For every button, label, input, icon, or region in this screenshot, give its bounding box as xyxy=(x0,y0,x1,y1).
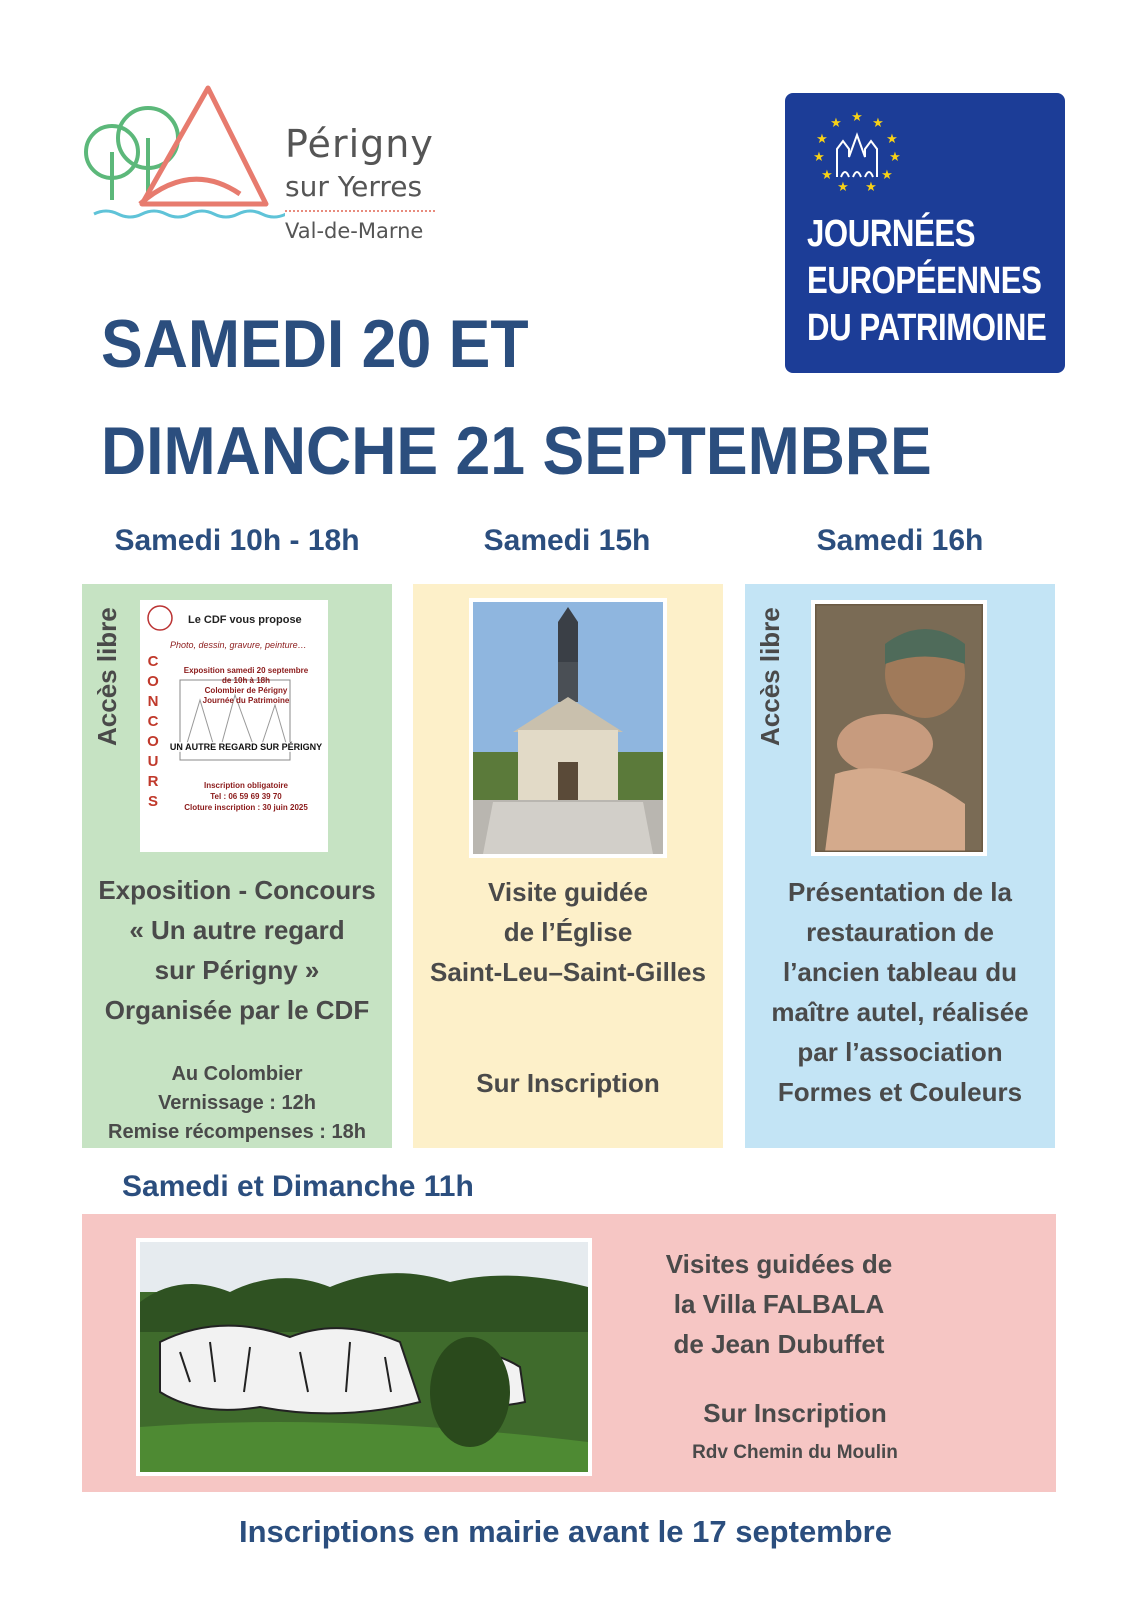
villa-visit-line: Visites guidées de xyxy=(665,1249,893,1279)
svg-text:★: ★ xyxy=(851,110,863,125)
villa-visit-registration: Sur Inscription xyxy=(703,1398,887,1428)
poster-line: Inscription obligatoire xyxy=(203,781,288,790)
painting-line: Formes et Couleurs xyxy=(777,1077,1023,1107)
registration-deadline: Inscriptions en mairie avant le 17 septembre xyxy=(239,1514,892,1549)
church-visit-description xyxy=(413,872,723,992)
col1-heading: Samedi 10h - 18h xyxy=(114,524,360,557)
svg-text:★: ★ xyxy=(830,116,842,131)
church-visit-registration: Sur Inscription xyxy=(476,1068,660,1098)
svg-text:★: ★ xyxy=(881,168,893,183)
svg-text:★: ★ xyxy=(872,116,884,131)
schedule-line: Vernissage : 12h xyxy=(158,1092,316,1114)
villa-falbala-photo xyxy=(136,1238,592,1476)
panel-exposition xyxy=(82,584,392,1148)
jep-title-line: JOURNÉES xyxy=(807,213,976,255)
exposition-line: « Un autre regard xyxy=(129,915,345,945)
svg-text:★: ★ xyxy=(889,150,901,165)
church-visit-line: de l’Église xyxy=(503,917,633,947)
poster-line: Colombier de Périgny xyxy=(204,686,288,695)
eu-stars-icon xyxy=(807,107,907,197)
water-wave-icon xyxy=(94,211,285,217)
church-photo xyxy=(469,598,667,858)
logo-department: Val-de-Marne xyxy=(285,219,424,243)
panel-church-visit xyxy=(413,584,723,1148)
town-logo-mark xyxy=(80,82,285,232)
schedule-line: Au Colombier xyxy=(171,1063,303,1085)
contest-poster-art xyxy=(140,600,328,852)
jep-badge xyxy=(785,93,1065,373)
contest-poster xyxy=(140,600,328,852)
exposition-line: Exposition - Concours xyxy=(98,875,376,905)
triangle-a-icon xyxy=(140,88,266,204)
painting-restoration-description xyxy=(745,872,1055,1112)
logo-divider xyxy=(285,210,435,212)
panel-painting-restoration xyxy=(745,584,1055,1148)
jep-title-line: DU PATRIMOINE xyxy=(807,307,1047,349)
svg-text:★: ★ xyxy=(821,168,833,183)
svg-text:★: ★ xyxy=(865,180,877,195)
schedule-line: Remise récompenses : 18h xyxy=(108,1121,366,1143)
painting-line: l’ancien tableau du xyxy=(782,957,1018,987)
painting-line: restauration de xyxy=(806,917,994,947)
col2-heading: Samedi 15h xyxy=(483,524,651,557)
svg-text:★: ★ xyxy=(886,132,898,147)
church-visit-line: Visite guidée xyxy=(488,877,648,907)
poster-line: Cloture inscription : 30 juin 2025 xyxy=(184,803,308,812)
painting-line: par l’association xyxy=(797,1037,1003,1067)
poster-line: Tel : 06 59 69 39 70 xyxy=(210,792,282,801)
poster-line: de 10h à 18h xyxy=(221,676,271,685)
jep-title xyxy=(807,211,1046,352)
poster-vertical-word: CONCOURS xyxy=(147,653,159,810)
headline-line-2: DIMANCHE 21 SEPTEMBRE xyxy=(101,413,932,489)
access-free-label: Accès libre xyxy=(92,607,122,746)
villa-visit-description xyxy=(622,1244,936,1364)
poster-footer xyxy=(166,780,326,813)
svg-text:★: ★ xyxy=(837,180,849,195)
town-logo xyxy=(80,82,440,252)
svg-text:★: ★ xyxy=(816,132,828,147)
villa-visit-line: de Jean Dubuffet xyxy=(673,1329,885,1359)
svg-text:★: ★ xyxy=(813,150,825,165)
jep-title-line: EUROPÉENNES xyxy=(807,260,1042,302)
painting-line: maître autel, réalisée xyxy=(771,997,1029,1027)
villa-meeting-point: Rdv Chemin du Moulin xyxy=(692,1442,898,1463)
painting-photo-art xyxy=(815,604,983,852)
tree-icon xyxy=(118,108,178,194)
poster-title: Le CDF vous propose xyxy=(188,614,302,626)
exposition-description xyxy=(82,870,392,1030)
poster-line: Journée du Patrimoine xyxy=(202,696,290,705)
poster-banner: UN AUTRE REGARD SUR PÉRIGNY xyxy=(166,742,326,752)
poster-details xyxy=(166,666,326,706)
church-photo-art xyxy=(473,602,663,854)
villa-visit-line: la Villa FALBALA xyxy=(673,1289,885,1319)
painting-line: Présentation de la xyxy=(788,877,1012,907)
logo-town-name: Périgny xyxy=(285,122,434,166)
poster-subtitle: Photo, dessin, gravure, peinture… xyxy=(170,640,307,650)
poster-line: Exposition samedi 20 septembre xyxy=(183,666,309,675)
painting-photo xyxy=(811,600,987,856)
church-visit-line: Saint-Leu–Saint-Gilles xyxy=(430,957,706,987)
access-free-label: Accès libre xyxy=(755,607,785,746)
headline-line-1: SAMEDI 20 ET xyxy=(101,306,529,382)
col3-heading: Samedi 16h xyxy=(816,524,984,557)
exposition-line: Organisée par le CDF xyxy=(104,995,370,1025)
villa-falbala-photo-art xyxy=(140,1242,588,1472)
logo-town-suffix: sur Yerres xyxy=(285,170,423,203)
weekend-heading: Samedi et Dimanche 11h xyxy=(122,1170,474,1203)
exposition-line: sur Périgny » xyxy=(154,955,320,985)
panel-villa-falbala xyxy=(82,1214,1056,1492)
exposition-schedule xyxy=(82,1060,392,1147)
castle-icon xyxy=(837,135,877,177)
